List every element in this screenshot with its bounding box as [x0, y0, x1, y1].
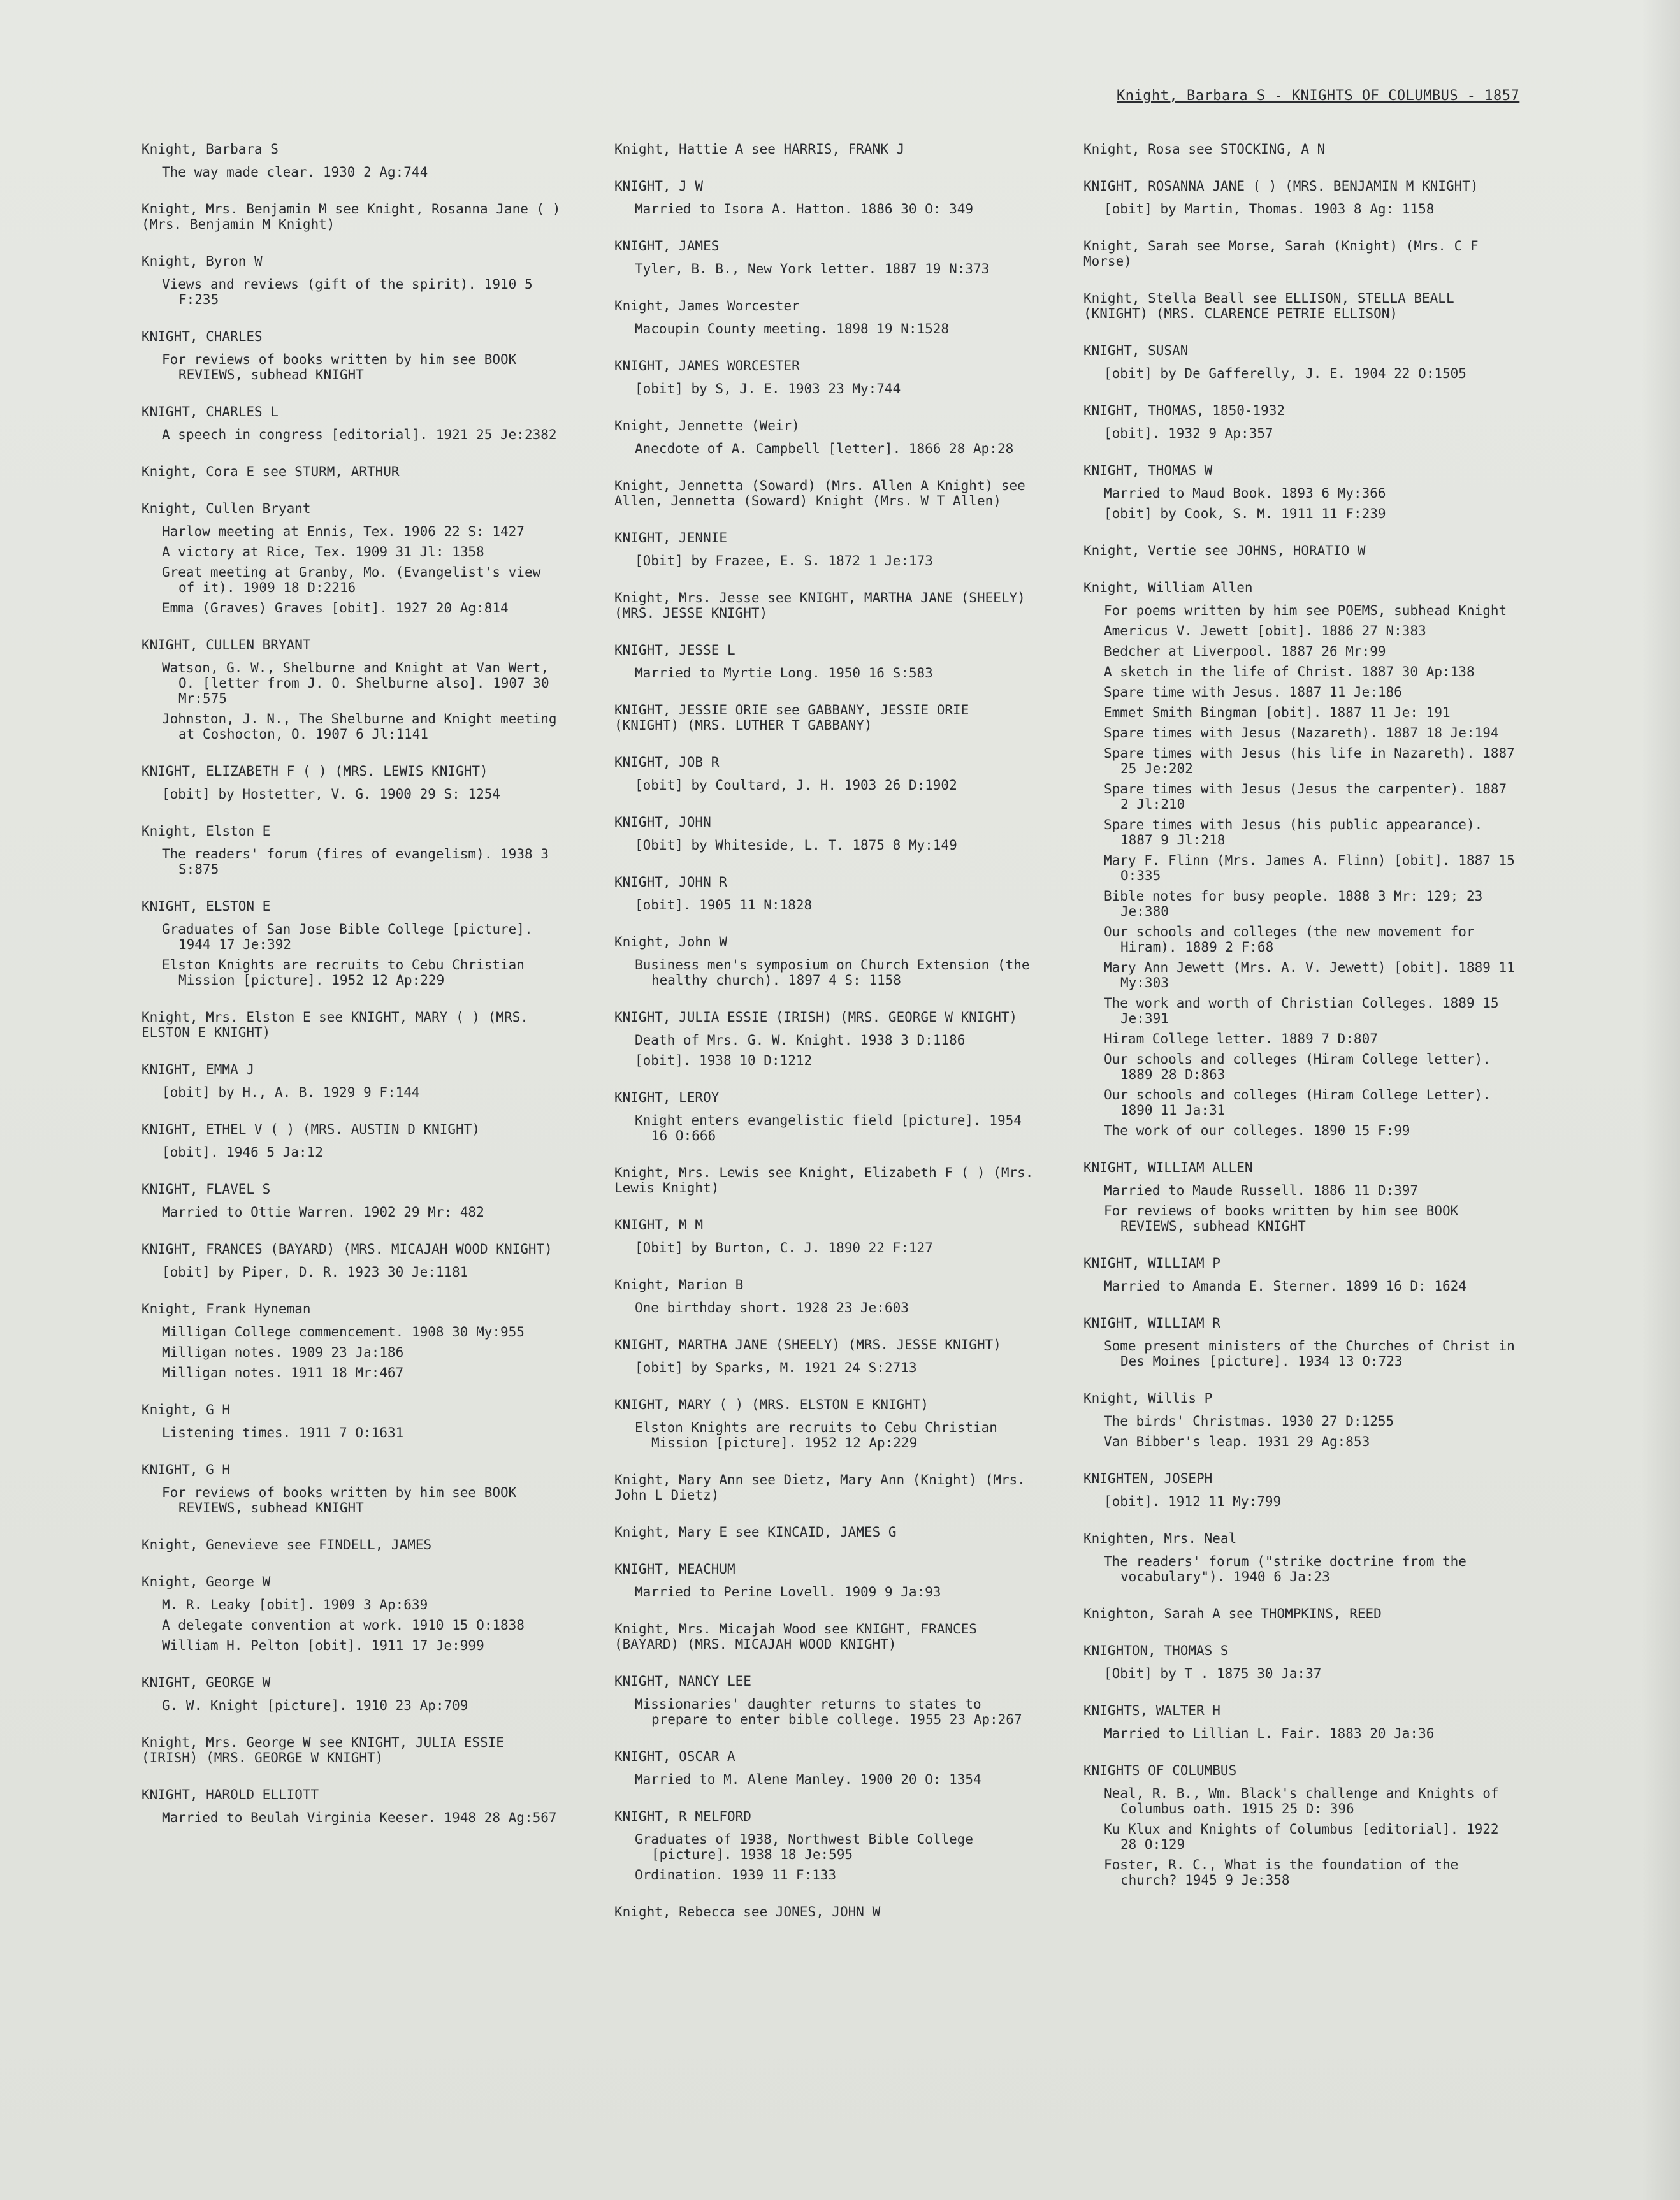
entry-citation: Death of Mrs. G. W. Knight. 1938 3 D:1186: [635, 1032, 966, 1048]
index-entry: [141, 1402, 562, 1440]
entry-citation: [Obit] by T . 1875 30 Ja:37: [1104, 1666, 1322, 1681]
entry-citation: Married to Perine Lovell. 1909 9 Ja:93: [635, 1584, 941, 1600]
entry-citation: [obit] by H., A. B. 1929 9 F:144: [162, 1085, 420, 1100]
entry-citation: A victory at Rice, Tex. 1909 31 Jl: 1358: [162, 544, 484, 560]
entry-citation: [obit]. 1946 5 Ja:12: [162, 1145, 323, 1160]
index-entry: [141, 1122, 562, 1160]
entry-citation: Our schools and colleges (Hiram College letter). 1889 28 D:863: [1104, 1052, 1499, 1082]
entry-heading: Knight, Cora E see STURM, ARTHUR: [141, 464, 400, 479]
entry-heading: KNIGHT, ELSTON E: [141, 899, 271, 914]
entry-heading: KNIGHTON, THOMAS S: [1083, 1643, 1229, 1658]
entry-citation: The way made clear. 1930 2 Ag:744: [162, 164, 428, 180]
entry-heading: Knight, John W: [614, 934, 728, 950]
entry-heading: KNIGHT, ELIZABETH F ( ) (MRS. LEWIS KNIGHT): [141, 763, 488, 779]
entry-heading: Knight, Rosa see STOCKING, A N: [1083, 141, 1326, 157]
index-entry: [614, 1217, 1035, 1256]
index-entry: [141, 141, 562, 180]
entry-heading: Knight, Byron W: [141, 254, 263, 269]
entry-citation: The work of our colleges. 1890 15 F:99: [1104, 1123, 1410, 1138]
entry-citation: The readers' forum ("strike doctrine from the vocabulary"). 1940 6 Ja:23: [1104, 1554, 1475, 1584]
entry-citation: Emma (Graves) Graves [obit]. 1927 20 Ag:814: [162, 600, 509, 616]
entry-heading: KNIGHT, THOMAS W: [1083, 463, 1213, 478]
index-entry: [141, 1462, 562, 1516]
entry-citation: Mary Ann Jewett (Mrs. A. V. Jewett) [obit]. 1889 11 My:303: [1104, 960, 1523, 990]
entry-citation: Hiram College letter. 1889 7 D:807: [1104, 1031, 1378, 1046]
index-entry: [614, 1749, 1035, 1787]
index-entry: [614, 1090, 1035, 1143]
index-entry: [141, 1182, 562, 1220]
index-entry: [614, 1904, 1035, 1920]
entry-heading: Knight, Mrs. Jesse see KNIGHT, MARTHA JANE (SHEELY) (MRS. JESSE KNIGHT): [614, 590, 1034, 621]
index-entry: [614, 358, 1035, 396]
entry-heading: KNIGHT, WILLIAM ALLEN: [1083, 1160, 1253, 1175]
index-entry: [1083, 1531, 1517, 1584]
entry-heading: KNIGHT, JOHN: [614, 814, 711, 830]
index-entry: [141, 823, 562, 877]
entry-heading: KNIGHT, CHARLES: [141, 329, 263, 344]
entry-heading: Knight, William Allen: [1083, 580, 1253, 595]
index-entry: [614, 1472, 1035, 1503]
entry-citation: For reviews of books written by him see BOOK REVIEWS, subhead KNIGHT: [162, 1485, 525, 1516]
entry-heading: KNIGHT, FRANCES (BAYARD) (MRS. MICAJAH WOOD KNIGHT): [141, 1241, 553, 1257]
entry-citation: Married to Ottie Warren. 1902 29 Mr: 482: [162, 1205, 484, 1220]
entry-citation: Spare time with Jesus. 1887 11 Je:186: [1104, 684, 1402, 700]
entry-heading: Knight, Cullen Bryant: [141, 501, 311, 516]
entry-heading: KNIGHT, JAMES WORCESTER: [614, 358, 800, 373]
entry-heading: KNIGHT, CULLEN BRYANT: [141, 637, 311, 653]
index-entry: [614, 874, 1035, 913]
entry-citation: Married to M. Alene Manley. 1900 20 O: 1354: [635, 1772, 981, 1787]
entry-citation: A sketch in the life of Christ. 1887 30 Ap:138: [1104, 664, 1475, 679]
index-entry: [614, 702, 1035, 733]
entry-heading: Knight, Sarah see Morse, Sarah (Knight) (Mrs. C F Morse): [1083, 238, 1487, 269]
entry-citation: [Obit] by Burton, C. J. 1890 22 F:127: [635, 1240, 933, 1256]
index-entry: [614, 1809, 1035, 1883]
entry-citation: Macoupin County meeting. 1898 19 N:1528: [635, 321, 950, 337]
entry-heading: Knight, Vertie see JOHNS, HORATIO W: [1083, 543, 1366, 558]
entry-heading: KNIGHT, JESSIE ORIE see GABBANY, JESSIE ORIE (KNIGHT) (MRS. LUTHER T GABBANY): [614, 702, 977, 733]
entry-heading: Knight, Willis P: [1083, 1391, 1213, 1406]
index-entry: [141, 1735, 562, 1765]
entry-citation: Our schools and colleges (Hiram College Letter). 1890 11 Ja:31: [1104, 1087, 1499, 1118]
index-entry: [614, 1397, 1035, 1451]
entry-heading: KNIGHTEN, JOSEPH: [1083, 1471, 1213, 1486]
entry-citation: A delegate convention at work. 1910 15 O:1838: [162, 1617, 525, 1633]
index-entry: [614, 642, 1035, 681]
entry-citation: Married to Lillian L. Fair. 1883 20 Ja:36: [1104, 1726, 1435, 1741]
entry-citation: [obit] by S, J. E. 1903 23 My:744: [635, 381, 901, 396]
entry-heading: KNIGHT, SUSAN: [1083, 343, 1189, 358]
index-entry: [1083, 580, 1523, 1138]
entry-citation: Some present ministers of the Churches of Christ in Des Moines [picture]. 1934 13 O:723: [1104, 1338, 1523, 1369]
index-entry: [1083, 1315, 1523, 1369]
index-entry: [1083, 178, 1517, 217]
entry-citation: [obit]. 1938 10 D:1212: [635, 1053, 813, 1068]
entry-citation: Graduates of San Jose Bible College [picture]. 1944 17 Je:392: [162, 922, 541, 952]
entry-heading: KNIGHT, HAROLD ELLIOTT: [141, 1787, 319, 1802]
index-entry: [614, 530, 1035, 568]
index-entry: [141, 404, 562, 442]
entry-heading: KNIGHT, JULIA ESSIE (IRISH) (MRS. GEORGE W KNIGHT): [614, 1010, 1018, 1025]
entry-citation: For poems written by him see POEMS, subhead Knight: [1104, 603, 1507, 618]
entry-citation: Emmet Smith Bingman [obit]. 1887 11 Je: 191: [1104, 705, 1451, 720]
entry-citation: Married to Amanda E. Sterner. 1899 16 D: 1624: [1104, 1278, 1466, 1294]
entry-heading: KNIGHT, JOB R: [614, 755, 720, 770]
running-header: Knight, Barbara S - KNIGHTS OF COLUMBUS - 1857: [1117, 88, 1520, 104]
entry-heading: Knight, G H: [141, 1402, 231, 1417]
entry-citation: [obit] by De Gafferelly, J. E. 1904 22 O:1505: [1104, 366, 1466, 381]
index-entry: [141, 1787, 562, 1825]
index-entry: [1083, 141, 1517, 157]
index-entry: [614, 418, 1035, 456]
entry-heading: Knight, Frank Hyneman: [141, 1301, 311, 1317]
entry-heading: KNIGHTS, WALTER H: [1083, 1703, 1220, 1718]
entry-heading: Knighten, Mrs. Neal: [1083, 1531, 1237, 1546]
entry-citation: Married to Myrtie Long. 1950 16 S:583: [635, 665, 933, 681]
entry-citation: [obit] by Hostetter, V. G. 1900 29 S: 1254: [162, 786, 501, 802]
entry-citation: [obit] by Coultard, J. H. 1903 26 D:1902: [635, 778, 957, 793]
entry-citation: Married to Maude Russell. 1886 11 D:397: [1104, 1183, 1419, 1198]
entry-heading: Knight, Elston E: [141, 823, 271, 839]
index-entry: [141, 254, 562, 307]
index-entry: [141, 201, 569, 232]
entry-citation: [obit] by Sparks, M. 1921 24 S:2713: [635, 1360, 917, 1375]
entry-citation: A speech in congress [editorial]. 1921 25 Je:2382: [162, 427, 557, 442]
index-entry: [141, 899, 562, 988]
entry-heading: Knight, Mrs. Benjamin M see Knight, Rosanna Jane ( ) (Mrs. Benjamin M Knight): [141, 201, 569, 232]
entry-citation: Mary F. Flinn (Mrs. James A. Flinn) [obit]. 1887 15 O:335: [1104, 853, 1523, 883]
index-column-1: [141, 141, 569, 1847]
index-entry: [614, 1674, 1035, 1727]
entry-citation: [obit] by Cook, S. M. 1911 11 F:239: [1104, 506, 1386, 521]
entry-heading: Knighton, Sarah A see THOMPKINS, REED: [1083, 1606, 1382, 1621]
entry-heading: KNIGHT, LEROY: [614, 1090, 720, 1105]
entry-heading: Knight, James Worcester: [614, 298, 800, 314]
index-entry: [141, 763, 562, 802]
entry-citation: [obit] by Martin, Thomas. 1903 8 Ag: 1158: [1104, 201, 1435, 217]
index-entry: [141, 1675, 562, 1713]
entry-citation: Elston Knights are recruits to Cebu Christian Mission [picture]. 1952 12 Ap:229: [635, 1420, 1006, 1451]
entry-citation: Spare times with Jesus (his public appearance). 1887 9 Jl:218: [1104, 817, 1491, 848]
entry-citation: Johnston, J. N., The Shelburne and Knight meeting at Coshocton, O. 1907 6 Jl:1141: [162, 711, 565, 742]
index-entry: [1083, 1763, 1517, 1888]
entry-citation: Married to Beulah Virginia Keeser. 1948 28 Ag:567: [162, 1810, 557, 1825]
entry-heading: Knight, Genevieve see FINDELL, JAMES: [141, 1537, 432, 1552]
entry-heading: Knight, Mrs. George W see KNIGHT, JULIA ESSIE (IRISH) (MRS. GEORGE W KNIGHT): [141, 1735, 512, 1765]
index-entry: [614, 590, 1035, 621]
index-entry: [1083, 463, 1517, 521]
index-entry: [1083, 1391, 1517, 1449]
index-entry: [614, 934, 1038, 988]
entry-citation: Listening times. 1911 7 O:1631: [162, 1425, 404, 1440]
entry-citation: William H. Pelton [obit]. 1911 17 Je:999: [162, 1638, 484, 1653]
index-entry: [614, 478, 1035, 509]
entry-heading: Knight, Mary E see KINCAID, JAMES G: [614, 1524, 897, 1540]
entry-heading: KNIGHT, MARY ( ) (MRS. ELSTON E KNIGHT): [614, 1397, 929, 1412]
entry-heading: KNIGHT, JESSE L: [614, 642, 735, 658]
entry-heading: Knight, Marion B: [614, 1277, 744, 1292]
entry-citation: One birthday short. 1928 23 Je:603: [635, 1300, 909, 1315]
entry-heading: Knight, Hattie A see HARRIS, FRANK J: [614, 141, 905, 157]
entry-heading: KNIGHT, FLAVEL S: [141, 1182, 271, 1197]
entry-citation: Americus V. Jewett [obit]. 1886 27 N:383: [1104, 623, 1426, 639]
entry-citation: Foster, R. C., What is the foundation of the church? 1945 9 Je:358: [1104, 1857, 1466, 1888]
index-entry: [614, 1010, 1035, 1068]
index-entry: [141, 1537, 562, 1552]
index-column-2: [614, 141, 1042, 1941]
entry-citation: [obit]. 1912 11 My:799: [1104, 1494, 1282, 1509]
entry-heading: Knight, George W: [141, 1574, 271, 1589]
index-entry: [1083, 403, 1517, 441]
entry-heading: Knight, Jennette (Weir): [614, 418, 800, 433]
entry-citation: Harlow meeting at Ennis, Tex. 1906 22 S: 1427: [162, 524, 525, 539]
entry-citation: [Obit] by Frazee, E. S. 1872 1 Je:173: [635, 553, 933, 568]
entry-heading: Knight, Stella Beall see ELLISON, STELLA BEALL (KNIGHT) (MRS. CLARENCE PETRIE ELLISON): [1083, 291, 1463, 321]
entry-citation: Milligan notes. 1909 23 Ja:186: [162, 1345, 404, 1360]
entry-citation: Watson, G. W., Shelburne and Knight at Van Wert, O. [letter from J. O. Shelburne also]. 1907 30 Mr:575: [162, 660, 558, 706]
index-entry: [1083, 343, 1517, 381]
entry-citation: M. R. Leaky [obit]. 1909 3 Ap:639: [162, 1597, 428, 1612]
entry-heading: KNIGHT, MEACHUM: [614, 1561, 735, 1577]
entry-heading: KNIGHT, NANCY LEE: [614, 1674, 751, 1689]
index-entry: [141, 1241, 562, 1280]
index-entry: [1083, 1606, 1517, 1621]
index-entry: [1083, 1643, 1517, 1681]
index-entry: [614, 238, 1035, 277]
entry-heading: KNIGHT, OSCAR A: [614, 1749, 735, 1764]
entry-heading: KNIGHT, GEORGE W: [141, 1675, 271, 1690]
entry-citation: Our schools and colleges (the new movement for Hiram). 1889 2 F:68: [1104, 924, 1483, 955]
entry-citation: Married to Maud Book. 1893 6 My:366: [1104, 486, 1386, 501]
index-entry: [1083, 1160, 1517, 1234]
index-entry: [614, 1524, 1035, 1540]
entry-citation: Tyler, B. B., New York letter. 1887 19 N:373: [635, 261, 990, 277]
index-entry: [614, 1165, 1042, 1196]
entry-citation: The work and worth of Christian Colleges. 1889 15 Je:391: [1104, 995, 1507, 1026]
entry-heading: Knight, Rebecca see JONES, JOHN W: [614, 1904, 881, 1920]
index-entry: [614, 178, 1035, 217]
index-entry: [141, 501, 562, 616]
index-entry: [614, 1277, 1035, 1315]
entry-heading: Knight, Mrs. Micajah Wood see KNIGHT, FRANCES (BAYARD) (MRS. MICAJAH WOOD KNIGHT): [614, 1621, 985, 1652]
entry-heading: KNIGHT, WILLIAM P: [1083, 1256, 1220, 1271]
entry-heading: KNIGHT, EMMA J: [141, 1062, 255, 1077]
entry-heading: KNIGHT, J W: [614, 178, 704, 194]
entry-heading: KNIGHT, R MELFORD: [614, 1809, 751, 1824]
entry-heading: Knight, Mrs. Lewis see Knight, Elizabeth F ( ) (Mrs. Lewis Knight): [614, 1165, 1042, 1196]
entry-heading: KNIGHT, M M: [614, 1217, 704, 1233]
entry-citation: Spare times with Jesus (Jesus the carpenter). 1887 2 Jl:210: [1104, 781, 1515, 812]
entry-citation: Spare times with Jesus (Nazareth). 1887 18 Je:194: [1104, 725, 1499, 741]
entry-citation: [Obit] by Whiteside, L. T. 1875 8 My:149: [635, 837, 957, 853]
entry-heading: KNIGHT, ETHEL V ( ) (MRS. AUSTIN D KNIGHT): [141, 1122, 481, 1137]
index-entry: [141, 1574, 562, 1653]
entry-citation: Neal, R. B., Wm. Black's challenge and Knights of Columbus oath. 1915 25 D: 396: [1104, 1786, 1507, 1816]
entry-heading: KNIGHT, WILLIAM R: [1083, 1315, 1220, 1331]
entry-heading: Knight, Mary Ann see Dietz, Mary Ann (Knight) (Mrs. John L Dietz): [614, 1472, 1034, 1503]
entry-citation: Married to Isora A. Hatton. 1886 30 O: 349: [635, 201, 974, 217]
index-entry: [614, 755, 1035, 793]
entry-heading: Knight, Jennetta (Soward) (Mrs. Allen A Knight) see Allen, Jennetta (Soward) Knight (Mrs. W T Allen): [614, 478, 1034, 509]
index-entry: [614, 298, 1035, 337]
entry-citation: Missionaries' daughter returns to states to prepare to enter bible college. 1955 23 Ap:267: [635, 1697, 1022, 1727]
entry-citation: For reviews of books written by him see BOOK REVIEWS, subhead KNIGHT: [1104, 1203, 1466, 1234]
entry-citation: Ordination. 1939 11 F:133: [635, 1867, 837, 1883]
entry-heading: KNIGHT, CHARLES L: [141, 404, 279, 419]
index-entry: [614, 1337, 1035, 1375]
entry-heading: KNIGHT, THOMAS, 1850-1932: [1083, 403, 1285, 418]
index-entry: [614, 141, 1035, 157]
index-entry: [614, 1621, 1035, 1652]
index-entry: [141, 1301, 562, 1380]
index-entry: [141, 464, 562, 479]
entry-citation: Anecdote of A. Campbell [letter]. 1866 28 Ap:28: [635, 441, 1014, 456]
entry-heading: KNIGHT, JAMES: [614, 238, 720, 254]
index-entry: [1083, 291, 1517, 321]
entry-heading: KNIGHT, MARTHA JANE (SHEELY) (MRS. JESSE KNIGHT): [614, 1337, 1001, 1352]
index-entry: [141, 329, 562, 382]
entry-citation: Ku Klux and Knights of Columbus [editorial]. 1922 28 O:129: [1104, 1821, 1507, 1852]
entry-citation: Graduates of 1938, Northwest Bible College [picture]. 1938 18 Je:595: [635, 1832, 981, 1862]
entry-citation: Spare times with Jesus (his life in Nazareth). 1887 25 Je:202: [1104, 746, 1523, 776]
entry-citation: [obit]. 1932 9 Ap:357: [1104, 426, 1273, 441]
index-entry: [1083, 543, 1517, 558]
entry-citation: G. W. Knight [picture]. 1910 23 Ap:709: [162, 1698, 468, 1713]
entry-citation: Van Bibber's leap. 1931 29 Ag:853: [1104, 1434, 1370, 1449]
index-entry: [614, 814, 1035, 853]
entry-citation: For reviews of books written by him see BOOK REVIEWS, subhead KNIGHT: [162, 352, 525, 382]
entry-citation: [obit]. 1905 11 N:1828: [635, 897, 813, 913]
entry-citation: The birds' Christmas. 1930 27 D:1255: [1104, 1414, 1394, 1429]
entry-citation: [obit] by Piper, D. R. 1923 30 Je:1181: [162, 1264, 468, 1280]
entry-heading: KNIGHT, JOHN R: [614, 874, 728, 890]
entry-citation: Milligan notes. 1911 18 Mr:467: [162, 1365, 404, 1380]
entry-heading: KNIGHT, JENNIE: [614, 530, 728, 546]
entry-citation: Milligan College commencement. 1908 30 My:955: [162, 1324, 525, 1340]
entry-citation: Views and reviews (gift of the spirit). 1910 5 F:235: [162, 277, 541, 307]
entry-heading: KNIGHT, G H: [141, 1462, 231, 1477]
entry-citation: Bible notes for busy people. 1888 3 Mr: 129; 23 Je:380: [1104, 888, 1491, 919]
entry-heading: KNIGHTS OF COLUMBUS: [1083, 1763, 1237, 1778]
index-entry: [141, 637, 565, 742]
entry-citation: Business men's symposium on Church Extension (the healthy church). 1897 4 S: 1158: [635, 957, 1038, 988]
index-entry: [1083, 1256, 1517, 1294]
entry-citation: Great meeting at Granby, Mo. (Evangelist's view of it). 1909 18 D:2216: [162, 565, 549, 595]
index-column-3: [1083, 141, 1523, 1909]
entry-citation: Knight enters evangelistic field [picture]. 1954 16 O:666: [635, 1113, 1030, 1143]
entry-heading: Knight, Barbara S: [141, 141, 279, 157]
index-entry: [1083, 1471, 1517, 1509]
entry-citation: The readers' forum (fires of evangelism). 1938 3 S:875: [162, 846, 557, 877]
entry-heading: KNIGHT, ROSANNA JANE ( ) (MRS. BENJAMIN M KNIGHT): [1083, 178, 1479, 194]
entry-heading: Knight, Mrs. Elston E see KNIGHT, MARY ( ) (MRS. ELSTON E KNIGHT): [141, 1010, 537, 1040]
entry-citation: Elston Knights are recruits to Cebu Christian Mission [picture]. 1952 12 Ap:229: [162, 957, 533, 988]
entry-citation: Bedcher at Liverpool. 1887 26 Mr:99: [1104, 644, 1386, 659]
index-entry: [1083, 238, 1517, 269]
index-entry: [1083, 1703, 1517, 1741]
index-entry: [141, 1062, 562, 1100]
index-entry: [614, 1561, 1035, 1600]
index-entry: [141, 1010, 562, 1040]
